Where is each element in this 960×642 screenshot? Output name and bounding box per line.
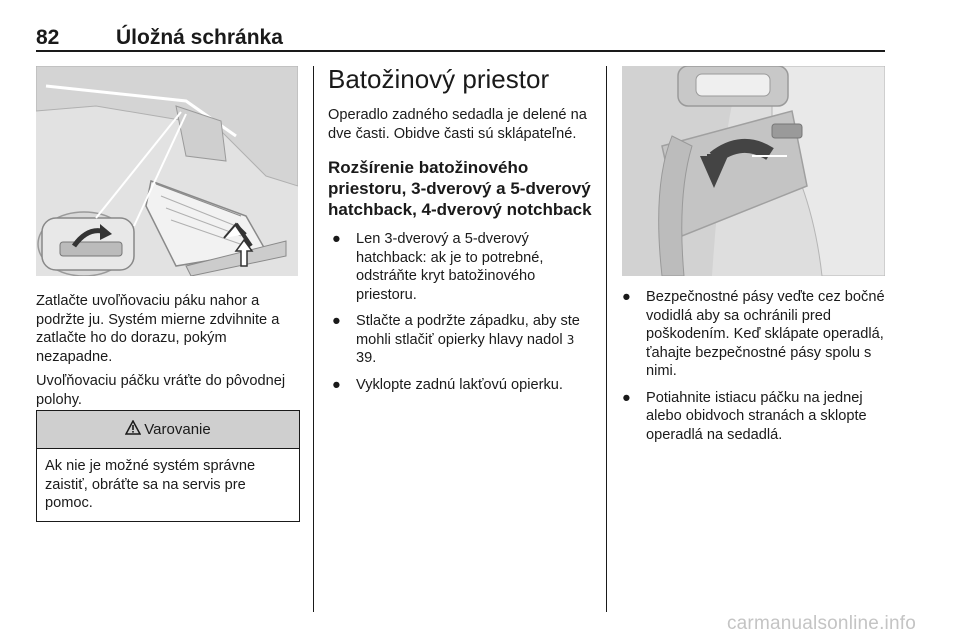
warning-box: [36, 410, 300, 522]
list-item-text: Len 3-dverový a 5-dverový hatchback: ak je to potrebné, odstráňte kryt batožinového priestoru.: [356, 231, 544, 303]
watermark: carmanualsonline.info: [726, 613, 916, 634]
page-header: [36, 24, 886, 52]
chapter-title: Úložná schránka: [116, 26, 283, 49]
storage-box-illustration: [36, 66, 298, 276]
list-item: [618, 288, 888, 381]
intro-paragraph: Operadlo zadného sedadla je delené na dve časti. Obidve časti sú sklápateľné.: [328, 107, 587, 142]
bullet: ●: [622, 289, 631, 305]
bullet-list: [328, 230, 596, 394]
list-item-text: Vyklopte zadnú lakťovú opierku.: [356, 376, 563, 393]
warning-title: Varovanie: [144, 421, 211, 438]
cross-reference-arrow-icon: 3: [566, 332, 575, 347]
column-divider-left: [313, 66, 314, 612]
left-column-text: [36, 292, 301, 415]
list-item-text: Bezpečnostné pásy veďte cez bočné vodidlá aby sa ochránili pred poškodením. Keď sklápate operadlá, ťahajte bezpečnostné pásy spolu s nimi.: [646, 289, 885, 379]
paragraph: Zatlačte uvoľňovaciu páku nahor a podržte ju. Systém mierne zdvihnite a zatlačte ho do dorazu, pokým nezapadne.: [36, 293, 280, 365]
cross-reference-page: 39.: [356, 350, 377, 366]
list-item-text: Potiahnite istiacu páčku na jednej alebo obidvoch stranách a sklopte operadlá na sedadlá.: [646, 389, 867, 443]
bullet: ●: [332, 231, 341, 247]
page-number: 82: [36, 26, 60, 49]
header-rule: [36, 50, 885, 52]
warning-header: [37, 411, 299, 449]
right-column: [618, 288, 888, 452]
paragraph: Uvoľňovaciu páčku vráťte do pôvodnej polohy.: [36, 373, 286, 408]
list-item: [328, 376, 596, 395]
list-item: [618, 389, 888, 445]
warning-text: Ak nie je možné systém správne zaistiť, obráťte sa na servis pre pomoc.: [45, 458, 256, 511]
bullet: ●: [332, 376, 341, 393]
warning-triangle-icon: [125, 420, 141, 439]
section-title: Batožinový priestor: [328, 64, 550, 94]
list-item: [328, 312, 596, 368]
list-item: [328, 230, 596, 304]
bullet: ●: [332, 313, 341, 329]
column-divider-right: [606, 66, 607, 612]
seat-belt-guide-illustration: [622, 66, 885, 276]
list-item-text: Stlačte a podržte západku, aby ste mohli stlačiť opierky hlavy nadol: [356, 313, 580, 348]
bullet: ●: [622, 389, 631, 406]
bullet-list: [618, 288, 888, 444]
middle-column: [328, 64, 596, 402]
subsection-title: Rozšírenie batožinového priestoru, 3-dverový a 5-dverový hatchback, 4-dverový notchback: [328, 158, 592, 219]
